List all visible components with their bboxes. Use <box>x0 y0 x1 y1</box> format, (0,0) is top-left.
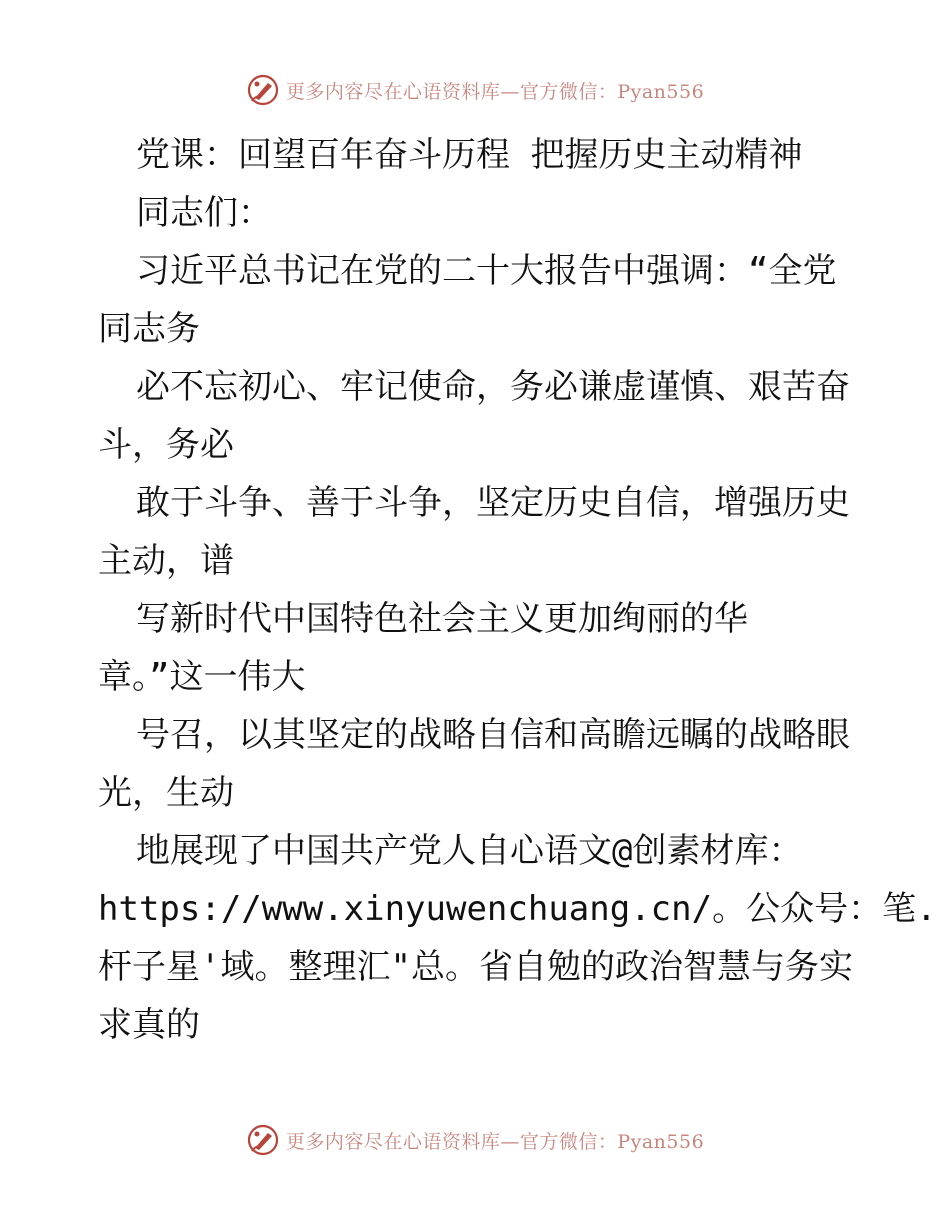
paragraph-line: 地展现了中国共产党人自心语文@创素材库： <box>136 831 803 871</box>
footer-banner-text: 更多内容尽在心语资料库—官方微信：Pyan556 <box>285 1130 705 1153</box>
paragraph-line: 写新时代中国特色社会主义更加绚丽的华 <box>136 599 748 639</box>
paragraph-line: 习近平总书记在党的二十大报告中强调：“全党 <box>136 251 837 291</box>
pen-logo-icon <box>246 73 280 107</box>
paragraph-line: 敢于斗争、善于斗争，坚定历史自信，增强历史 <box>136 483 850 523</box>
paragraph-line: 杆子星'域。整理汇"总。省自勉的政治智慧与务实 <box>98 947 853 987</box>
paragraph-line: 必不忘初心、牢记使命，务必谦虚谨慎、艰苦奋 <box>136 367 850 407</box>
pen-logo-icon <box>246 1123 280 1157</box>
paragraph-line-url: https://www.xinyuwenchuang.cn/。公众号：笔. <box>98 889 937 929</box>
header-banner-text: 更多内容尽在心语资料库—官方微信：Pyan556 <box>285 80 705 103</box>
paragraph-line: 斗，务必 <box>98 425 234 465</box>
paragraph-line: 光，生动 <box>98 773 234 813</box>
document-title: 党课：回望百年奋斗历程 把握历史主动精神 <box>136 135 803 175</box>
footer-banner <box>0 1120 950 1160</box>
header-banner <box>0 70 950 110</box>
paragraph-line: 章。”这一伟大 <box>98 657 306 697</box>
document-body <box>98 126 937 1054</box>
paragraph-line: 同志务 <box>98 309 200 349</box>
paragraph-line: 号召，以其坚定的战略自信和高瞻远瞩的战略眼 <box>136 715 850 755</box>
greeting: 同志们： <box>136 193 272 233</box>
paragraph-line: 求真的 <box>98 1005 200 1045</box>
paragraph-line: 主动，谱 <box>98 541 234 581</box>
